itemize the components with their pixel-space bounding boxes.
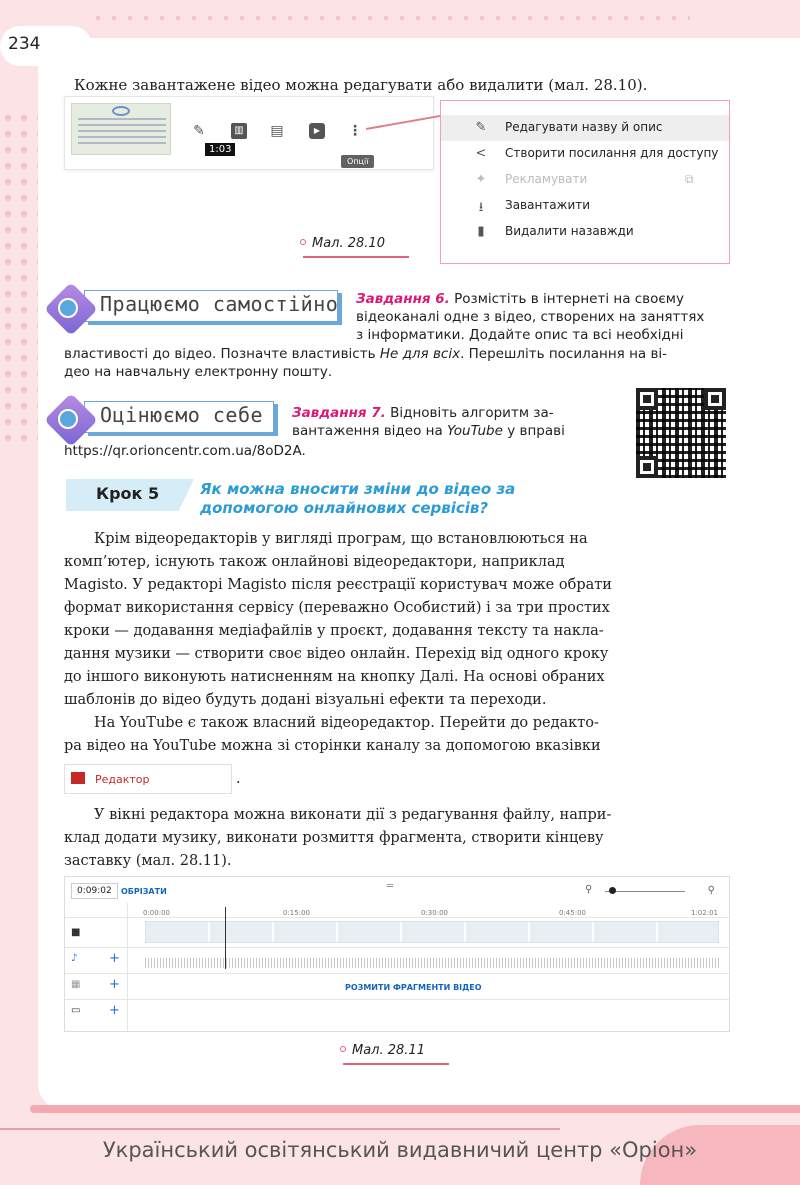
clock-icon bbox=[58, 298, 78, 318]
clipboard-icon bbox=[58, 409, 78, 429]
task-7-italic: YouTube bbox=[447, 423, 503, 439]
menu-item-promote bbox=[441, 167, 729, 193]
clapperboard-icon bbox=[71, 772, 85, 784]
task-7-first-lines bbox=[292, 404, 610, 440]
task-7-label: Завдання 7. bbox=[292, 405, 386, 421]
text-line: дання музики — створити своє відео онлайн. Перехід від одного кроку bbox=[64, 646, 609, 662]
analytics-icon[interactable]: ▥ bbox=[231, 123, 247, 139]
qr-finder bbox=[636, 456, 658, 478]
track-row bbox=[65, 917, 729, 918]
editor-period: . bbox=[236, 771, 241, 787]
time-tick: 0:30:00 bbox=[421, 909, 448, 917]
decorative-dots-top bbox=[90, 12, 690, 24]
task-7-link[interactable]: https://qr.orioncentr.com.ua/8oD2A. bbox=[64, 443, 306, 459]
step-question bbox=[200, 480, 600, 518]
video-duration: 1:03 bbox=[205, 143, 235, 156]
add-blur-button[interactable]: + bbox=[109, 977, 120, 992]
edit-icon[interactable]: ✎ bbox=[193, 123, 205, 139]
share-icon: < bbox=[475, 146, 487, 161]
figure-caption-28-11 bbox=[340, 1043, 425, 1058]
track-row bbox=[65, 973, 729, 974]
page-number: 234 bbox=[0, 26, 92, 66]
video-camera-icon: ■ bbox=[71, 927, 81, 938]
time-tick: 0:00:00 bbox=[143, 909, 170, 917]
track-row bbox=[65, 947, 729, 948]
download-icon: ⭳ bbox=[478, 200, 484, 215]
editor-button[interactable] bbox=[64, 764, 232, 794]
text-line: шаблонів до відео будуть додані візуальні ефекти та переходи. bbox=[64, 692, 547, 708]
qr-finder bbox=[636, 388, 658, 410]
task-6-label: Завдання 6. bbox=[356, 291, 450, 307]
caption-underline bbox=[343, 1063, 449, 1065]
external-link-icon: ⧉ bbox=[685, 172, 694, 186]
footer-line bbox=[0, 1128, 560, 1130]
blur-fragments-button[interactable]: РОЗМИТИ ФРАГМЕНТИ ВІДЕО bbox=[345, 983, 482, 992]
zoom-slider[interactable] bbox=[605, 891, 685, 892]
task-6-rest bbox=[64, 345, 730, 381]
promote-icon: ✦ bbox=[475, 172, 487, 187]
menu-item-label: Рекламувати bbox=[505, 172, 588, 186]
text-line: ра відео на YouTube можна зі сторінки каналу за допомогою вказівки bbox=[64, 738, 601, 754]
figure-caption-28-10 bbox=[300, 236, 385, 251]
task-6-first-lines bbox=[356, 290, 730, 344]
menu-item-label: Редагувати назву й опис bbox=[505, 120, 663, 134]
section-eval-title: Оцінюємо себе bbox=[100, 403, 264, 427]
text-line: Крім відеоредакторів у вигляді програм, що встановлюються на bbox=[94, 531, 588, 547]
audio-waveform[interactable] bbox=[145, 958, 719, 968]
menu-item-delete[interactable] bbox=[441, 219, 729, 245]
drag-handle-icon[interactable]: ═ bbox=[387, 881, 394, 892]
menu-item-download[interactable] bbox=[441, 193, 729, 219]
step-question-line: допомогою онлайнових сервісів? bbox=[200, 499, 489, 517]
video-editor-timeline[interactable] bbox=[64, 876, 730, 1032]
paragraph-2 bbox=[64, 712, 730, 758]
text-line: кроки — додавання медіафайлів у проєкт, додавання тексту та накла- bbox=[64, 623, 604, 639]
more-vert-icon[interactable]: ⋮ bbox=[348, 123, 362, 139]
menu-item-label: Завантажити bbox=[505, 198, 591, 212]
qr-finder bbox=[704, 388, 726, 410]
task-6-italic: Не для всіх bbox=[379, 346, 461, 362]
qr-code[interactable] bbox=[636, 388, 726, 478]
options-menu[interactable] bbox=[440, 100, 730, 264]
editor-button-label: Редактор bbox=[95, 773, 150, 786]
zoom-in-icon[interactable]: ⚲ bbox=[707, 885, 715, 896]
time-tick: 0:15:00 bbox=[283, 909, 310, 917]
text-line: Magisto. У редакторі Magisto після реєстрації користувач може обрати bbox=[64, 577, 612, 593]
text-line: У вікні редактора можна виконати дії з редагування файлу, напри- bbox=[94, 807, 612, 823]
task-6-line: відеоканалі одне з відео, створених на заняттях bbox=[356, 309, 705, 325]
menu-item-label: Створити посилання для доступу bbox=[505, 146, 719, 160]
intro-line: Кожне завантажене відео можна редагувати або видалити (мал. 28.10). bbox=[74, 76, 648, 94]
caption-text: Мал. 28.11 bbox=[352, 1043, 425, 1058]
thumbnail-text-lines bbox=[78, 118, 166, 148]
step-question-line: Як можна вносити зміни до відео за bbox=[200, 480, 516, 498]
text-line: На YouTube є також власний відеоредактор. Перейти до редакто- bbox=[94, 715, 599, 731]
section-work-title: Працюємо самостійно bbox=[100, 292, 339, 316]
publisher-footer: Український освітянський видавничий центр «Оріон» bbox=[102, 1138, 698, 1162]
options-tooltip: Опції bbox=[341, 155, 374, 168]
caption-marker-icon bbox=[340, 1046, 346, 1052]
paragraph-3 bbox=[64, 804, 730, 873]
task-6-line: з інформатики. Додайте опис та всі необхідні bbox=[356, 327, 684, 343]
text-line: комп’ютер, існують також онлайнові відеоредактори, наприклад bbox=[64, 554, 565, 570]
text-line: до іншого виконують натисненням на кнопку Далі. На основі обраних bbox=[64, 669, 605, 685]
task-7-line: вантаження відео на bbox=[292, 423, 448, 439]
blur-icon: ▦ bbox=[71, 979, 81, 990]
comments-icon[interactable]: ▤ bbox=[270, 123, 284, 139]
task-7-line-end: у вправі bbox=[502, 423, 565, 439]
thumbnail-logo bbox=[112, 106, 130, 116]
trash-icon: ▮ bbox=[477, 224, 485, 239]
task-6-text: Розмістіть в інтернеті на своєму bbox=[454, 291, 684, 307]
pencil-icon: ✎ bbox=[475, 120, 487, 135]
task-7-text: Відновіть алгоритм за- bbox=[390, 405, 554, 421]
task-6-line: властивості до відео. Позначте властивість bbox=[64, 346, 380, 362]
page-bottom-band bbox=[30, 1105, 800, 1113]
trim-button[interactable]: ОБРІЗАТИ bbox=[121, 887, 167, 896]
caption-underline bbox=[303, 256, 409, 258]
current-time: 0:09:02 bbox=[71, 883, 118, 899]
end-screen-icon: ▭ bbox=[71, 1005, 81, 1016]
decorative-dots-left bbox=[0, 110, 38, 450]
paragraph-1 bbox=[64, 528, 730, 712]
track-row bbox=[65, 999, 729, 1000]
zoom-out-icon[interactable]: ⚲ bbox=[585, 884, 593, 895]
caption-marker-icon bbox=[300, 239, 306, 245]
task-6-line: део на навчальну електронну пошту. bbox=[64, 364, 333, 380]
music-note-icon: ♪ bbox=[71, 953, 78, 964]
task-6-line-end: . Перешліть посилання на ві- bbox=[460, 346, 668, 362]
youtube-icon[interactable]: ▶ bbox=[309, 123, 325, 139]
video-track[interactable] bbox=[145, 921, 719, 943]
zoom-slider-thumb[interactable] bbox=[609, 887, 616, 894]
add-end-screen-button[interactable]: + bbox=[109, 1003, 120, 1018]
time-tick: 0:45:00 bbox=[559, 909, 586, 917]
playhead[interactable] bbox=[225, 907, 226, 969]
menu-item-label: Видалити назавжди bbox=[505, 224, 634, 238]
text-line: клад додати музику, виконати розмиття фрагмента, створити кінцеву bbox=[64, 830, 604, 846]
step-label: Крок 5 bbox=[96, 484, 160, 503]
video-thumbnail[interactable] bbox=[71, 103, 171, 155]
menu-item-share-link[interactable] bbox=[441, 141, 729, 167]
add-music-button[interactable]: + bbox=[109, 951, 120, 966]
text-line: заставку (мал. 28.11). bbox=[64, 853, 232, 869]
track-controls-divider bbox=[127, 903, 128, 1031]
menu-item-edit-title[interactable] bbox=[441, 115, 729, 141]
video-list-row[interactable] bbox=[64, 96, 434, 170]
time-tick: 1:02:01 bbox=[691, 909, 718, 917]
text-line: формат використання сервісу (переважно Особистий) і за три простих bbox=[64, 600, 610, 616]
caption-text: Мал. 28.10 bbox=[312, 236, 385, 251]
